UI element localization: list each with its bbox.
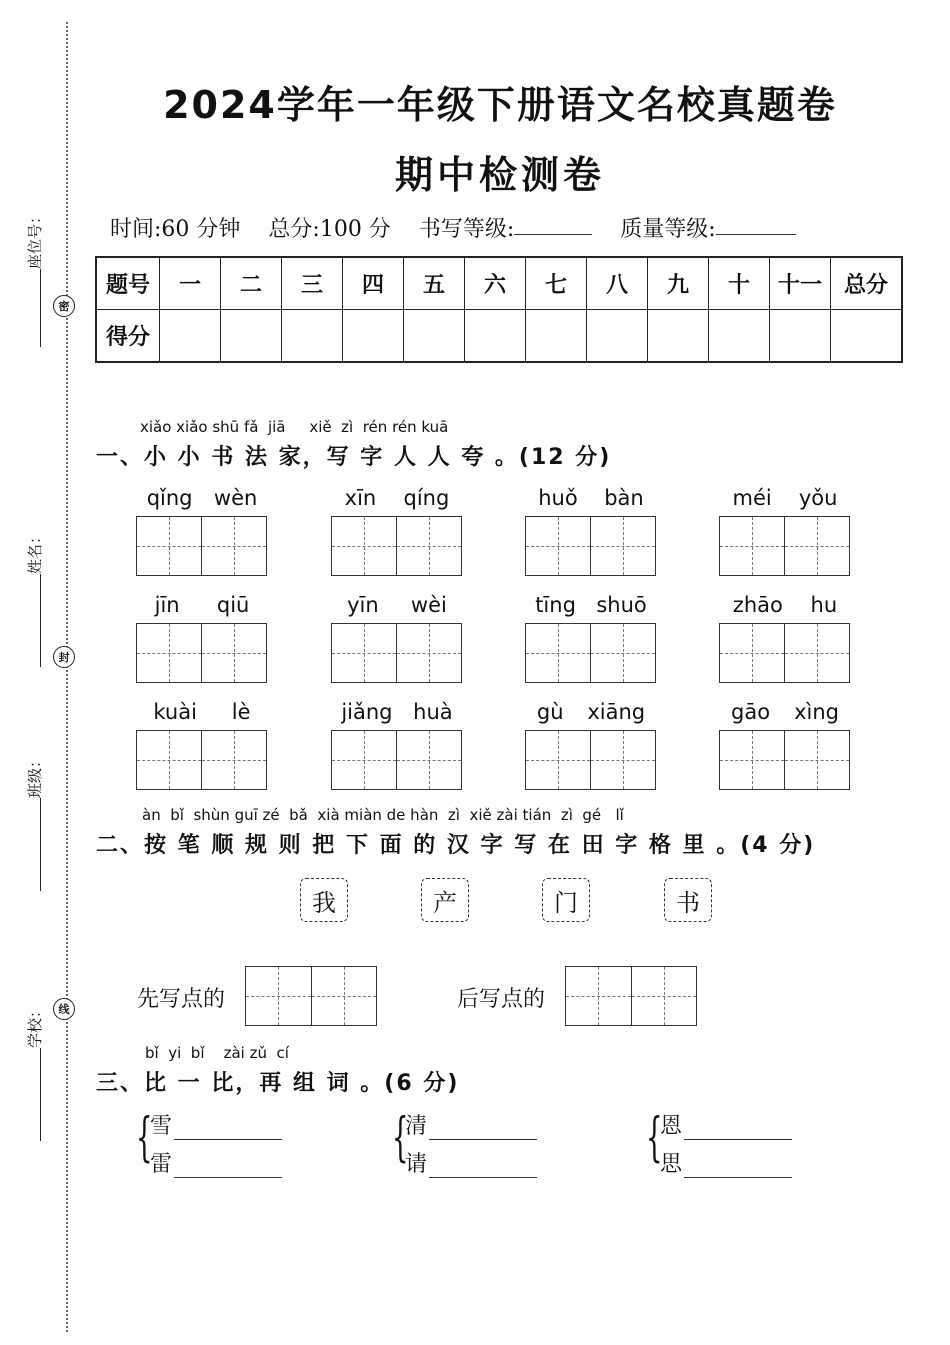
score-cell[interactable]: [770, 310, 831, 363]
word-pinyin: [719, 700, 851, 724]
section3-heading: 三、比 一 比，再 组 词 。(6 分): [96, 1071, 460, 1096]
pair-char: 请: [405, 1152, 428, 1177]
col-8: 八: [587, 257, 648, 310]
char-box-men: 门: [542, 878, 590, 922]
section2-pinyin: àn bǐ shùn guī zé bǎ xià miàn de hàn zì xiě zài tián zì gé lǐ: [142, 806, 624, 824]
word-pair-3: [660, 1102, 792, 1178]
word-pair-1: [150, 1102, 282, 1178]
pair-char: 恩: [660, 1114, 683, 1139]
pinyin-syllable: huǒ: [538, 486, 578, 510]
tianzi-grid[interactable]: [136, 516, 267, 576]
pinyin-syllable: huà: [413, 700, 453, 724]
row-label-score: 得分: [96, 310, 160, 363]
col-5: 五: [404, 257, 465, 310]
section1-heading: 一、小 小 书 法 家，写 字 人 人 夸 。(12 分): [96, 445, 612, 470]
word-pinyin: [136, 700, 268, 724]
pinyin-syllable: zhāo: [732, 593, 783, 617]
answer-blank[interactable]: [684, 1153, 792, 1178]
answer-blank[interactable]: [174, 1153, 282, 1178]
word-pinyin: [331, 593, 463, 617]
row-label-question: 题号: [96, 257, 160, 310]
first-dot-label: 先写点的: [137, 987, 226, 1012]
pinyin-syllable: shuō: [596, 593, 647, 617]
school-label: 学校：: [25, 1003, 44, 1049]
word-writing-box: [136, 700, 268, 790]
tianzi-grid[interactable]: [331, 623, 462, 683]
section1-pinyin: xiǎo xiǎo shū fǎ jiā xiě zì rén rén kuā: [140, 418, 449, 436]
class-field[interactable]: [21, 753, 47, 893]
word-pinyin: [719, 593, 851, 617]
pair-char: 思: [660, 1152, 683, 1177]
pinyin-syllable: wèn: [213, 486, 258, 510]
col-11: 十一: [770, 257, 831, 310]
score-row: [96, 310, 902, 363]
col-10: 十: [709, 257, 770, 310]
score-cell[interactable]: [221, 310, 282, 363]
word-writing-box: [331, 700, 463, 790]
answer-blank[interactable]: [684, 1115, 792, 1140]
pinyin-syllable: kuài: [153, 700, 197, 724]
col-6: 六: [465, 257, 526, 310]
section3-pinyin: bǐ yi bǐ zài zǔ cí: [145, 1044, 289, 1062]
tianzi-grid[interactable]: [136, 623, 267, 683]
pinyin-syllable: gāo: [731, 700, 771, 724]
word-pinyin: [719, 486, 851, 510]
seat-number-label: 座位号：: [25, 209, 44, 270]
col-2: 二: [221, 257, 282, 310]
word-writing-box: [525, 593, 657, 683]
word-writing-box: [331, 486, 463, 576]
score-cell[interactable]: [587, 310, 648, 363]
score-cell[interactable]: [282, 310, 343, 363]
word-writing-box: [719, 486, 851, 576]
col-1: 一: [160, 257, 221, 310]
pinyin-syllable: qiū: [216, 593, 250, 617]
first-dot-grid[interactable]: [245, 966, 377, 1026]
pair-char: 雷: [150, 1152, 173, 1177]
pinyin-syllable: lè: [231, 700, 251, 724]
last-dot-grid[interactable]: [565, 966, 697, 1026]
col-4: 四: [343, 257, 404, 310]
pair-char: 清: [405, 1114, 428, 1139]
seal-mi: 密: [53, 295, 75, 317]
score-cell[interactable]: [648, 310, 709, 363]
word-writing-box: [719, 593, 851, 683]
brace-icon: {: [392, 1108, 409, 1168]
pinyin-syllable: xìng: [794, 700, 839, 724]
seat-number-field[interactable]: [21, 209, 47, 349]
pinyin-syllable: yǒu: [798, 486, 838, 510]
brace-icon: {: [136, 1108, 153, 1168]
school-field[interactable]: [21, 1003, 47, 1143]
total-info: 总分:100 分: [268, 217, 391, 242]
tianzi-grid[interactable]: [525, 730, 656, 790]
tianzi-grid[interactable]: [136, 730, 267, 790]
section2-heading: 二、按 笔 顺 规 则 把 下 面 的 汉 字 写 在 田 字 格 里 。(4 分): [96, 833, 816, 858]
class-label: 班级：: [25, 753, 44, 799]
score-cell[interactable]: [526, 310, 587, 363]
score-table: [95, 256, 903, 363]
tianzi-grid[interactable]: [525, 516, 656, 576]
tianzi-grid[interactable]: [719, 516, 850, 576]
binding-dashed-line: [66, 22, 68, 1332]
word-pinyin: [331, 700, 463, 724]
exam-info: [110, 212, 796, 243]
word-pinyin: [331, 486, 463, 510]
time-info: 时间:60 分钟: [110, 217, 241, 242]
quality-grade-blank[interactable]: [716, 212, 796, 235]
tianzi-grid[interactable]: [719, 623, 850, 683]
tianzi-grid[interactable]: [525, 623, 656, 683]
name-field[interactable]: [21, 529, 47, 669]
pinyin-syllable: hu: [810, 593, 838, 617]
quality-grade-label: 质量等级:: [620, 217, 716, 242]
question-number-row: [96, 257, 902, 310]
word-writing-box: [331, 593, 463, 683]
pair-char: 雪: [150, 1114, 173, 1139]
name-label: 姓名：: [25, 529, 44, 575]
pinyin-syllable: méi: [732, 486, 772, 510]
pinyin-syllable: qǐng: [146, 486, 193, 510]
seal-feng: 封: [53, 646, 75, 668]
word-writing-box: [525, 700, 657, 790]
char-box-shu: 书: [664, 878, 712, 922]
word-writing-box: [719, 700, 851, 790]
score-cell[interactable]: [404, 310, 465, 363]
tianzi-grid[interactable]: [331, 516, 462, 576]
score-cell[interactable]: [831, 310, 903, 363]
pinyin-syllable: gù: [536, 700, 564, 724]
word-pinyin: [525, 593, 657, 617]
col-9: 九: [648, 257, 709, 310]
tianzi-grid[interactable]: [331, 730, 462, 790]
word-pinyin: [136, 486, 268, 510]
last-dot-label: 后写点的: [457, 987, 546, 1012]
pinyin-syllable: qíng: [403, 486, 450, 510]
col-7: 七: [526, 257, 587, 310]
seal-xian: 线: [53, 998, 75, 1020]
brace-icon: {: [646, 1108, 663, 1168]
char-box-wo: 我: [300, 878, 348, 922]
pinyin-syllable: jīn: [154, 593, 180, 617]
pinyin-syllable: bàn: [604, 486, 644, 510]
score-cell[interactable]: [709, 310, 770, 363]
char-box-chan: 产: [421, 878, 469, 922]
page-subtitle: 期中检测卷: [394, 153, 605, 197]
page-title: 2024学年一年级下册语文名校真题卷: [163, 83, 837, 127]
word-pinyin: [525, 486, 657, 510]
score-cell[interactable]: [160, 310, 221, 363]
word-writing-box: [136, 593, 268, 683]
score-cell[interactable]: [343, 310, 404, 363]
col-total: 总分: [831, 257, 903, 310]
writing-grade-label: 书写等级:: [418, 217, 515, 242]
word-writing-box: [136, 486, 268, 576]
answer-blank[interactable]: [429, 1115, 537, 1140]
pinyin-syllable: tīng: [535, 593, 576, 617]
col-3: 三: [282, 257, 343, 310]
word-pinyin: [525, 700, 657, 724]
answer-blank[interactable]: [174, 1115, 282, 1140]
score-cell[interactable]: [465, 310, 526, 363]
pinyin-syllable: wèi: [410, 593, 447, 617]
writing-grade-blank[interactable]: [514, 212, 592, 235]
tianzi-grid[interactable]: [719, 730, 850, 790]
pinyin-syllable: jiǎng: [341, 700, 393, 724]
word-writing-box: [525, 486, 657, 576]
pinyin-syllable: xīn: [344, 486, 377, 510]
pinyin-syllable: yīn: [347, 593, 379, 617]
answer-blank[interactable]: [429, 1153, 537, 1178]
word-pair-2: [405, 1102, 537, 1178]
pinyin-syllable: xiāng: [587, 700, 646, 724]
word-pinyin: [136, 593, 268, 617]
